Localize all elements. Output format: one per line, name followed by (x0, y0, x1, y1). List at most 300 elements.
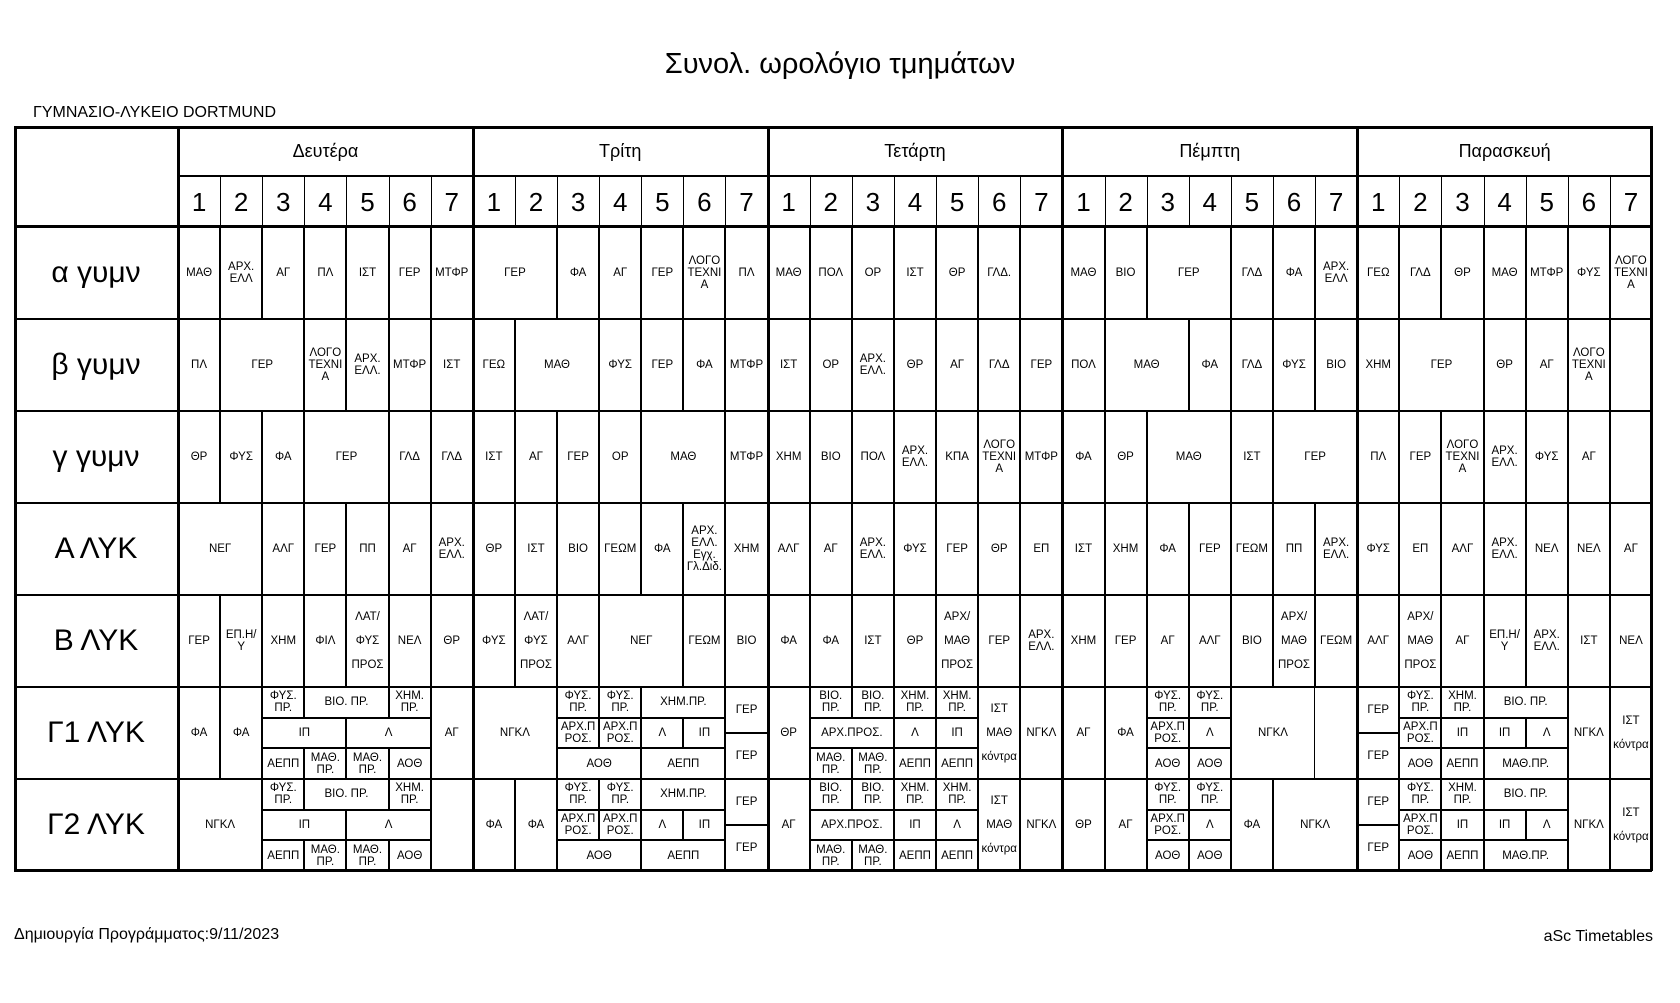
lesson-cell-text: ΛΟΓΟ ΤΕΧΝΙ Α (1445, 439, 1480, 475)
lesson-cell (1568, 227, 1610, 319)
lesson-cell-text: ΑΡΧ. ΕΛΛ. (1491, 537, 1518, 561)
period-number (894, 176, 936, 227)
lesson-cell (810, 718, 894, 749)
period-number-text: 4 (1202, 186, 1218, 217)
lesson-cell (178, 503, 262, 595)
lesson-cell (936, 810, 978, 841)
grid-line (599, 176, 600, 227)
lesson-cell-text: ΒΙΟ (1241, 635, 1262, 647)
lesson-cell (1399, 319, 1483, 411)
grid-line (1315, 176, 1316, 227)
lesson-cell (768, 687, 810, 779)
period-number (1568, 176, 1610, 227)
lesson-cell (768, 411, 810, 503)
lesson-cell (599, 411, 641, 503)
lesson-cell (1273, 319, 1315, 411)
grid-line (725, 176, 726, 227)
lesson-cell-text: ΦΑ (696, 359, 713, 371)
period-number (725, 176, 767, 227)
period-number (304, 176, 346, 227)
lesson-cell (725, 595, 767, 687)
lesson-cell (1441, 718, 1483, 749)
lesson-cell (1231, 687, 1315, 779)
lesson-cell-text: ΘΡ (485, 543, 503, 555)
lesson-cell (178, 779, 262, 871)
lesson-cell (304, 748, 346, 779)
lesson-cell-text: ΜΤΦΡ (1530, 267, 1564, 279)
lesson-cell (810, 687, 852, 718)
lesson-cell-text: ΓΛΔ (988, 359, 1010, 371)
period-number-text: 6 (697, 186, 712, 217)
lesson-cell-text: ΓΕΡ (1367, 750, 1390, 762)
lesson-cell-text: ΓΕΡ (735, 704, 758, 716)
period-number (515, 176, 557, 227)
lesson-cell-text: ΧΗΜ. ΠΡ. (395, 690, 424, 715)
grid-line (641, 176, 642, 227)
lesson-cell (810, 840, 852, 871)
lesson-cell (1020, 319, 1062, 411)
lesson-cell-text: Λ (1205, 726, 1214, 739)
class-label (14, 411, 178, 503)
lesson-cell-text: ΛΟΓΟ ΤΕΧΝΙ Α (1571, 347, 1606, 383)
lesson-cell (725, 687, 767, 733)
lesson-cell-text: ΑΡΧ.Π ΡΟΣ. (560, 812, 596, 837)
lesson-cell-text: ΑΓ (402, 543, 417, 555)
lesson-cell (768, 503, 810, 595)
lesson-cell-text: ΓΕΩ (1366, 267, 1390, 279)
lesson-cell-text: ΒΙΟ (820, 451, 841, 463)
period-number (1399, 176, 1441, 227)
period-number (810, 176, 852, 227)
lesson-cell (473, 227, 557, 319)
lesson-cell (1105, 687, 1147, 779)
lesson-cell-text: ΘΡ (443, 635, 461, 647)
lesson-cell-text: ΑΡΧ. ΕΛΛ. Εγχ. Γλ.Διδ. (686, 525, 722, 573)
lesson-cell (1147, 503, 1189, 595)
class-label-text: β γυμν (51, 348, 141, 381)
period-number (852, 176, 894, 227)
lesson-cell (1020, 503, 1062, 595)
lesson-cell (178, 687, 220, 779)
lesson-cell-text: ΝΓΚΛ (205, 819, 236, 831)
lesson-cell (978, 227, 1020, 319)
lesson-cell (936, 227, 978, 319)
period-number-text: 5 (949, 186, 965, 217)
lesson-cell-text: ΑΓ (781, 819, 796, 831)
lesson-cell-text: ΝΕΓ (630, 635, 653, 647)
lesson-cell (557, 779, 599, 810)
lesson-cell-text: ΒΙΟ. ΠΡ. (324, 696, 369, 709)
lesson-cell (1231, 411, 1273, 503)
lesson-cell-text: ΦΥΣ. ΠΡ. (1196, 690, 1224, 715)
lesson-cell (1105, 227, 1147, 319)
lesson-cell (220, 411, 262, 503)
lesson-cell-text: ΦΑ (1201, 359, 1219, 371)
lesson-cell-text: ΑΡΧ. ΕΛΛ. (1028, 629, 1055, 653)
grid-line (683, 176, 684, 227)
lesson-cell (389, 227, 431, 319)
lesson-cell-text: ΦΥΣ. ΠΡ. (1406, 690, 1434, 715)
lesson-cell-text: ΙΣΤ (864, 635, 882, 647)
lesson-cell-text: ΜΑΘ (670, 451, 697, 463)
grid-line (220, 176, 221, 227)
lesson-cell (1399, 595, 1441, 687)
lesson-cell (725, 825, 767, 871)
lesson-cell (683, 718, 725, 749)
lesson-cell (810, 411, 852, 503)
period-number (1020, 176, 1062, 227)
lesson-cell (810, 748, 852, 779)
lesson-cell (1315, 503, 1357, 595)
lesson-cell (1610, 411, 1652, 503)
lesson-cell (1610, 779, 1652, 871)
lesson-cell-text: ΑΟΘ (396, 757, 423, 770)
lesson-cell (389, 779, 431, 810)
lesson-cell-text: ΑΡΧ. ΕΛΛ. (1491, 445, 1518, 469)
lesson-cell (1189, 503, 1231, 595)
lesson-cell-text: ΕΠ (1033, 543, 1050, 555)
lesson-cell (431, 503, 473, 595)
lesson-cell (431, 687, 473, 779)
lesson-cell (1062, 779, 1104, 871)
period-number-text: 3 (276, 186, 291, 217)
lesson-cell (1189, 687, 1231, 718)
lesson-cell-text: ΓΕΡ (1030, 359, 1053, 371)
lesson-cell-text: ΠΛ (317, 267, 334, 279)
grid-line (1273, 176, 1274, 227)
lesson-cell (389, 595, 431, 687)
lesson-cell-text: ΜΤΦΡ (392, 359, 427, 371)
lesson-cell-text: ΑΟΘ (586, 757, 612, 770)
lesson-cell (304, 687, 388, 718)
grid-line (346, 176, 347, 227)
period-number-text: 1 (486, 186, 502, 217)
lesson-cell (1189, 718, 1231, 749)
period-number-text: 6 (1286, 186, 1302, 217)
lesson-cell-text: Λ (953, 818, 961, 831)
lesson-cell-text: ΧΗΜ (1070, 635, 1097, 647)
lesson-cell (1526, 319, 1568, 411)
lesson-cell-text: ΦΥΣ (1282, 359, 1306, 371)
lesson-cell-text: ΙΠ (698, 818, 711, 831)
lesson-cell-text: ΦΑ (1243, 819, 1261, 831)
lesson-cell-text: ΝΓΚΛ (1573, 727, 1604, 739)
lesson-cell-text: ΑΛΓ (1198, 635, 1221, 647)
lesson-cell-text: ΑΓ (528, 451, 543, 463)
lesson-cell-text: ΓΕΡ (651, 267, 674, 279)
period-number (557, 176, 599, 227)
lesson-cell (1399, 748, 1441, 779)
lesson-cell (641, 779, 725, 810)
grid-line (1147, 176, 1148, 227)
lesson-cell (557, 595, 599, 687)
period-number (1273, 176, 1315, 227)
lesson-cell-text: ΘΡ (1117, 451, 1134, 463)
lesson-cell-text: ΦΥΣ. ΠΡ. (1406, 782, 1434, 807)
lesson-cell-text: ΓΕΡ (504, 267, 526, 279)
lesson-cell-text: ΒΙΟ. ΠΡ. (819, 690, 843, 715)
lesson-cell-text: ΦΥΣ. ΠΡ. (606, 690, 634, 715)
lesson-cell-text: ΜΑΘ.ΠΡ. (1502, 849, 1550, 862)
lesson-cell-text: ΜΑΘ. ΠΡ. (858, 843, 888, 868)
lesson-cell (1273, 411, 1357, 503)
lesson-cell-text: ΦΥΣ. ΠΡ. (1154, 690, 1182, 715)
day-header (178, 126, 473, 176)
lesson-cell-text: ΒΙΟ (1115, 267, 1136, 279)
lesson-cell (389, 411, 431, 503)
lesson-cell-text: ΑΡΧ.ΠΡΟΣ. (821, 818, 883, 831)
lesson-cell (1147, 810, 1189, 841)
lesson-cell-text: ΜΤΦΡ (729, 451, 764, 463)
lesson-cell-text: ΙΣΤ (443, 359, 461, 371)
lesson-cell-text: ΑΛΓ (272, 543, 295, 555)
lesson-cell-text: ΓΕΡ (1114, 635, 1137, 647)
lesson-cell (1526, 227, 1568, 319)
lesson-cell-text: ΙΣΤ ΜΑΘ κόντρα (981, 795, 1017, 855)
lesson-cell (473, 319, 515, 411)
lesson-cell (683, 503, 725, 595)
lesson-cell (346, 319, 388, 411)
lesson-cell-text: Λ (384, 726, 393, 739)
period-number (178, 176, 220, 227)
class-label (14, 227, 178, 319)
period-number (1062, 176, 1104, 227)
lesson-cell-text: ΠΠ (1285, 543, 1303, 555)
lesson-cell (1315, 227, 1357, 319)
lesson-cell (894, 748, 936, 779)
lesson-cell-text: Λ (384, 818, 393, 831)
lesson-cell-text: ΜΑΘ (1070, 267, 1097, 279)
lesson-cell-text: ΧΗΜ (1112, 543, 1139, 555)
lesson-cell (389, 840, 431, 871)
lesson-cell (431, 595, 473, 687)
lesson-cell-text: ΓΕΩ (482, 359, 506, 371)
lesson-cell-text: ΙΣΤ κόντρα (1613, 807, 1649, 843)
lesson-cell (725, 779, 767, 825)
grid-line (894, 176, 895, 227)
lesson-cell-text: ΦΑ (654, 543, 671, 555)
lesson-cell (557, 810, 599, 841)
period-number-text: 4 (612, 186, 628, 217)
lesson-cell (852, 319, 894, 411)
period-number (1231, 176, 1273, 227)
lesson-cell-text: ΓΕΡ (1177, 267, 1200, 279)
lesson-cell (304, 319, 346, 411)
lesson-cell (641, 319, 683, 411)
lesson-cell (978, 779, 1020, 871)
lesson-cell (557, 411, 599, 503)
lesson-cell-text: ΓΕΡ (1367, 704, 1390, 716)
lesson-cell-text: ΑΓ (613, 267, 628, 279)
lesson-cell (304, 779, 388, 810)
lesson-cell-text: ΑΡΧ. ΕΛΛ. (859, 353, 886, 377)
lesson-cell-text: ΑΓ (950, 359, 965, 371)
lesson-cell-text: ΑΡΧ. ΕΛΛ. (859, 537, 886, 561)
lesson-cell (725, 503, 767, 595)
lesson-cell (641, 687, 725, 718)
period-number-text: 5 (360, 186, 375, 217)
class-label-text: Γ1 ΛΥΚ (47, 716, 145, 749)
period-number (1441, 176, 1483, 227)
lesson-cell-text: ΑΛΓ (567, 635, 589, 647)
lesson-cell-text: ΓΕΡ (988, 635, 1011, 647)
lesson-cell (1231, 595, 1273, 687)
lesson-cell (1484, 779, 1568, 810)
lesson-cell (1610, 687, 1652, 779)
lesson-cell-text: ΦΑ (527, 819, 545, 831)
period-number-text: 7 (444, 186, 459, 217)
lesson-cell (1610, 503, 1652, 595)
lesson-cell (262, 810, 346, 841)
period-number (1105, 176, 1147, 227)
lesson-cell (262, 687, 304, 718)
lesson-cell-text: Λ (1205, 818, 1214, 831)
lesson-cell (1357, 779, 1399, 825)
lesson-cell (1273, 595, 1315, 687)
lesson-cell-text: ΓΕΩΜ (1320, 635, 1353, 647)
lesson-cell-text: ΑΡΧ.Π ΡΟΣ. (1403, 720, 1438, 745)
lesson-cell-text: ΘΡ (990, 543, 1008, 555)
lesson-cell-text: ΑΕΠΠ (667, 849, 700, 862)
lesson-cell-text: ΝΓΚΛ (1573, 819, 1604, 831)
lesson-cell (1526, 810, 1568, 841)
grid-line (1568, 176, 1569, 227)
lesson-cell (852, 840, 894, 871)
lesson-cell (515, 319, 599, 411)
lesson-cell-text: ΙΣΤ (1074, 543, 1093, 555)
lesson-cell-text: ΟΡ (822, 359, 840, 371)
class-label (14, 595, 178, 687)
lesson-cell-text: ΦΥΣ. ΠΡ. (564, 690, 592, 715)
lesson-cell (1399, 411, 1441, 503)
lesson-cell (1189, 595, 1231, 687)
lesson-cell (1189, 319, 1231, 411)
lesson-cell-text: ΙΠ (1498, 726, 1511, 739)
lesson-cell (936, 595, 978, 687)
lesson-cell-text: ΜΑΘ (544, 359, 570, 371)
lesson-cell (1484, 227, 1526, 319)
lesson-cell-text: ΓΕΡ (735, 750, 758, 762)
lesson-cell (978, 687, 1020, 779)
lesson-cell-text: ΑΡΧ/ ΜΑΘ ΠΡΟΣ (941, 611, 974, 671)
lesson-cell (1484, 748, 1568, 779)
lesson-cell (515, 411, 557, 503)
day-header-text: Πέμπτη (1179, 141, 1241, 161)
lesson-cell (641, 840, 725, 871)
lesson-cell-text: ΙΣΤ ΜΑΘ κόντρα (981, 703, 1017, 763)
period-number (1315, 176, 1357, 227)
lesson-cell-text: ΑΟΘ (1407, 757, 1434, 770)
period-number (346, 176, 388, 227)
lesson-cell (304, 227, 346, 319)
lesson-cell-text: ΑΓ (823, 543, 838, 555)
lesson-cell (894, 227, 936, 319)
lesson-cell (1189, 779, 1231, 810)
lesson-cell-text: ΠΛ (1370, 451, 1387, 463)
lesson-cell-text: ΑΟΘ (1155, 849, 1181, 862)
lesson-cell-text: ΠΟΛ (818, 267, 844, 279)
lesson-cell (641, 503, 683, 595)
lesson-cell-text: ΑΓ (1118, 819, 1133, 831)
lesson-cell (346, 595, 388, 687)
period-number-text: 4 (907, 186, 923, 217)
lesson-cell (220, 227, 262, 319)
period-number-text: 4 (1497, 186, 1512, 217)
lesson-cell-text: ΑΟΘ (396, 849, 423, 862)
lesson-cell (852, 779, 894, 810)
lesson-cell (810, 227, 852, 319)
lesson-cell-text: ΙΣΤ (1243, 451, 1261, 463)
lesson-cell (262, 748, 304, 779)
lesson-cell (389, 503, 431, 595)
lesson-cell (936, 411, 978, 503)
lesson-cell-text: ΑΟΘ (1155, 757, 1181, 770)
lesson-cell-text: ΒΙΟ (736, 635, 757, 647)
lesson-cell-text: ΘΡ (906, 359, 924, 371)
lesson-cell-text: ΑΓ (1623, 543, 1638, 555)
lesson-cell-text: Λ (658, 726, 667, 739)
lesson-cell-text: ΧΗΜ (1365, 359, 1392, 371)
lesson-cell (346, 840, 388, 871)
lesson-cell (641, 411, 725, 503)
lesson-cell-text: ΑΕΠΠ (1446, 849, 1479, 862)
period-number-text: 2 (1118, 186, 1133, 217)
lesson-cell-text: ΓΕΩΜ (688, 635, 721, 647)
lesson-cell (936, 718, 978, 749)
lesson-cell-text: ΙΣΤ (485, 451, 503, 463)
lesson-cell (725, 411, 767, 503)
period-number (1484, 176, 1526, 227)
lesson-cell-text: ΓΕΡ (1304, 451, 1326, 463)
lesson-cell-text: ΑΡΧ.Π ΡΟΣ. (602, 812, 638, 837)
lesson-cell-text: ΓΛΔ (441, 451, 463, 463)
lesson-cell-text: ΠΟΛ (1071, 359, 1096, 371)
lesson-cell-text: ΜΑΘ (1175, 451, 1202, 463)
lesson-cell (894, 595, 936, 687)
period-number (768, 176, 810, 227)
lesson-cell-text: ΓΕΡ (651, 359, 674, 371)
lesson-cell (1147, 779, 1189, 810)
lesson-cell (1357, 319, 1399, 411)
lesson-cell-text: ΓΕΡ (567, 451, 589, 463)
day-header-text: Παρασκευή (1458, 141, 1551, 161)
lesson-cell-text: ΑΡΧ. ΕΛΛ. (901, 445, 929, 469)
day-header (473, 126, 768, 176)
lesson-cell-text: ΝΕΛ (1534, 543, 1559, 555)
lesson-cell (1231, 503, 1273, 595)
lesson-cell-text: Λ (911, 726, 919, 739)
lesson-cell-text: ΟΡ (864, 267, 882, 279)
grid-line (1526, 176, 1527, 227)
lesson-cell-text: ΦΥΣ (1534, 451, 1559, 463)
lesson-cell (262, 595, 304, 687)
lesson-cell (852, 687, 894, 718)
page-title: Συνολ. ωρολόγιο τμημάτων (664, 48, 1016, 80)
lesson-cell (683, 595, 725, 687)
lesson-cell (1020, 687, 1062, 779)
lesson-cell (852, 227, 894, 319)
period-number-text: 6 (991, 186, 1007, 217)
lesson-cell (557, 748, 641, 779)
lesson-cell (346, 718, 430, 749)
period-number-text: 2 (528, 186, 544, 217)
lesson-cell (852, 411, 894, 503)
lesson-cell-text: ΑΟΘ (1197, 849, 1223, 862)
period-number (473, 176, 515, 227)
lesson-cell-text: ΓΛΔ (1241, 359, 1263, 371)
lesson-cell (1568, 411, 1610, 503)
lesson-cell (936, 319, 978, 411)
